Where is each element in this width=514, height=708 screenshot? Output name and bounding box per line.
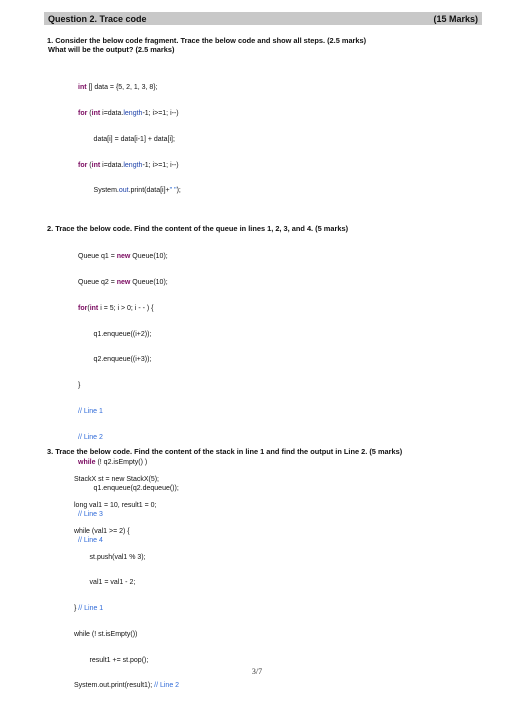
code-line: while (val1 >= 2) { <box>74 527 130 535</box>
code-comment: // Line 3 <box>78 511 103 518</box>
section-title: Question 2. Trace code <box>48 13 147 24</box>
code-line: long val1 = 10, result1 = 0; <box>74 501 157 509</box>
code-line: System.out.print(data[i]+" "); <box>78 187 181 195</box>
code-line: val1 = val1 - 2; <box>74 579 136 587</box>
section-marks: (15 Marks) <box>433 13 478 24</box>
code-line: q1.enqueue(q2.dequeue()); <box>78 485 179 493</box>
q1-prompt-line1: 1. Consider the below code fragment. Trace the below code and show all steps. (2.5 marks) <box>47 36 367 45</box>
code-line: q2.enqueue((i+3)); <box>78 356 152 364</box>
code-line: st.push(val1 % 3); <box>74 553 146 561</box>
code-line: data[i] = data[i-1] + data[i]; <box>78 135 175 143</box>
code-comment: // Line 1 <box>78 407 103 415</box>
page-number: 3/7 <box>251 667 263 676</box>
q1-code-block <box>78 67 181 213</box>
code-line: Queue q2 = new Queue(10); <box>78 278 168 286</box>
q1-prompt-line2: What will be the output? (2.5 marks) <box>48 45 175 54</box>
code-line: for (int i=data.length-1; i>=1; i--) <box>78 161 179 169</box>
q1-prompt <box>47 36 366 54</box>
code-line: while (! q2.isEmpty() ) <box>78 459 148 467</box>
code-line: Queue q1 = new Queue(10); <box>78 253 168 261</box>
code-line: } // Line 1 <box>74 605 104 613</box>
code-comment: // Line 2 <box>78 433 103 441</box>
code-line: q1.enqueue((i+2)); <box>78 330 152 338</box>
code-line: System.out.print(result1); // Line 2 <box>74 682 180 690</box>
code-line: result1 += st.pop(); <box>74 656 149 664</box>
code-line: for (int i=data.length-1; i>=1; i--) <box>78 109 179 117</box>
section-header <box>44 12 482 25</box>
code-comment: // Line 4 <box>78 536 103 544</box>
code-line: StackX st = new StackX(5); <box>74 476 160 484</box>
code-line: while (! st.isEmpty()) <box>74 630 138 638</box>
code-line: int [] data = {5, 2, 1, 3, 8}; <box>78 84 158 92</box>
code-line: } <box>78 382 81 390</box>
q3-prompt: 3. Trace the below code. Find the content of the stack in line 1 and find the output in Line 2. (5 marks) <box>47 447 403 456</box>
code-line: for(int i = 5; i > 0; i - - ) { <box>78 304 154 312</box>
q2-prompt: 2. Trace the below code. Find the content of the queue in lines 1, 2, 3, and 4. (5 marks) <box>47 224 349 233</box>
